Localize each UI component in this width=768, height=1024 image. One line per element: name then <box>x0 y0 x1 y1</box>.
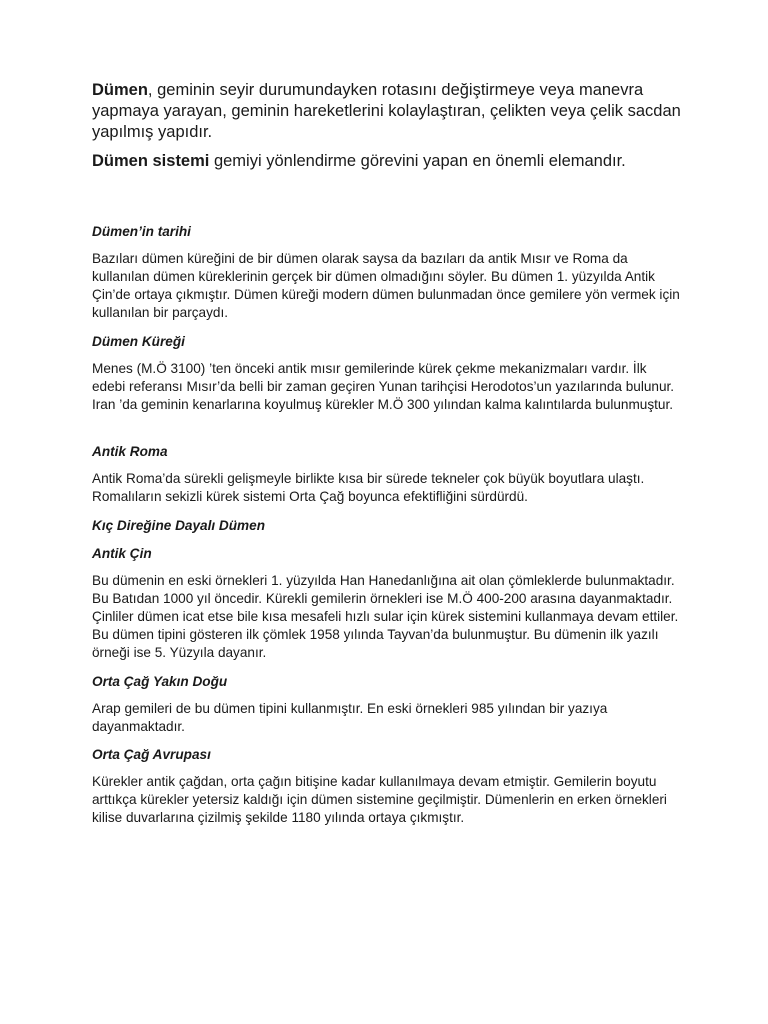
section-medieval-europe <box>92 746 682 827</box>
intro-term-rudder: Dümen <box>92 81 148 99</box>
section-heading: Antik Çin <box>92 546 152 561</box>
section-body: Menes (M.Ö 3100) ’ten önceki antik mısır gemilerinde kürek çekme mekanizmaları vardır. İlk edebi referansı Mısır’da belli bir zaman geçiren Yunan tarihçisi Herodotos’un yazılarında bulunur. Iran ’da geminin kenarlarına koyulmuş kürekler M.Ö 300 yılından kalma kalıntılarda bulunmuştur. <box>92 361 675 412</box>
section-rudder-history <box>92 223 682 322</box>
section-heading: Kıç Direğine Dayalı Dümen <box>92 518 265 533</box>
section-body: Bu dümenin en eski örnekleri 1. yüzyılda Han Hanedanlığına ait olan çömleklerde bulunmaktadır. Bu Batıdan 1000 yıl öncedir. Kürekli gemilerin örnekleri ise M.Ö 400-200 arasına dayanmaktadır. Çinliler dümen icat etse bile kısa mesafeli hızlı sular için kürek sistemini kullanmaya devam ettiler. Bu dümen tipini gösteren ilk çömlek 1958 yılında Tayvan’da bulunmuştur. Bu dümenin ilk yazılı örneği ise 5. Yüzyıla dayanır. <box>92 573 679 660</box>
section-heading: Dümen’in tarihi <box>92 224 191 239</box>
intro-system-text: gemiyi yönlendirme görevini yapan en önemli elemandır. <box>209 152 626 170</box>
section-heading: Orta Çağ Yakın Doğu <box>92 674 228 689</box>
section-body: Bazıları dümen küreğini de bir dümen olarak saysa da bazıları da antik Mısır ve Roma da kullanılan dümen küreklerinin gerçek bir dümen olmadığını söyler. Bu dümen 1. yüzyılda Antik Çin’de ortaya çıkmıştır. Dümen küreği modern dümen bulunmadan önce gemilere yön vermek için kullanılan bir parçaydı. <box>92 251 680 320</box>
section-body: Arap gemileri de bu dümen tipini kullanmıştır. En eski örnekleri 985 yılından bir yazıya dayanmaktadır. <box>92 701 608 734</box>
section-body: Antik Roma’da sürekli gelişmeyle birlikte kısa bir sürede tekneler çok büyük boyutlara ulaştı. Romalıların sekizli kürek sistemi Orta Çağ boyunca efektifliğini sürdürdü. <box>92 471 645 504</box>
section-body: Kürekler antik çağdan, orta çağın bitişine kadar kullanılmaya devam etmiştir. Gemilerin boyutu arttıkça kürekler yetersiz kaldığı için dümen sistemine geçilmiştir. Dümenlerin en erken örnekleri kilise duvarlarına çizilmiş şekilde 1180 yılında ortaya çıkmıştır. <box>92 774 667 825</box>
section-heading: Dümen Küreği <box>92 334 185 349</box>
section-sternpost-rudder <box>92 517 682 535</box>
section-ancient-rome <box>92 443 682 506</box>
section-heading: Antik Roma <box>92 444 168 459</box>
section-medieval-near-east <box>92 673 682 736</box>
section-ancient-china <box>92 545 682 662</box>
intro-paragraph <box>92 80 692 143</box>
section-heading: Orta Çağ Avrupası <box>92 747 211 762</box>
section-rudder-oar <box>92 333 682 414</box>
document-intro <box>92 80 692 172</box>
intro-system-paragraph <box>92 151 692 172</box>
intro-term-rudder-system: Dümen sistemi <box>92 152 210 170</box>
intro-definition: , geminin seyir durumundayken rotasını değiştirmeye veya manevra yapmaya yarayan, geminin hareketlerini kolaylaştıran, çelikten veya çelik sacdan yapılmış yapıdır. <box>92 81 681 141</box>
